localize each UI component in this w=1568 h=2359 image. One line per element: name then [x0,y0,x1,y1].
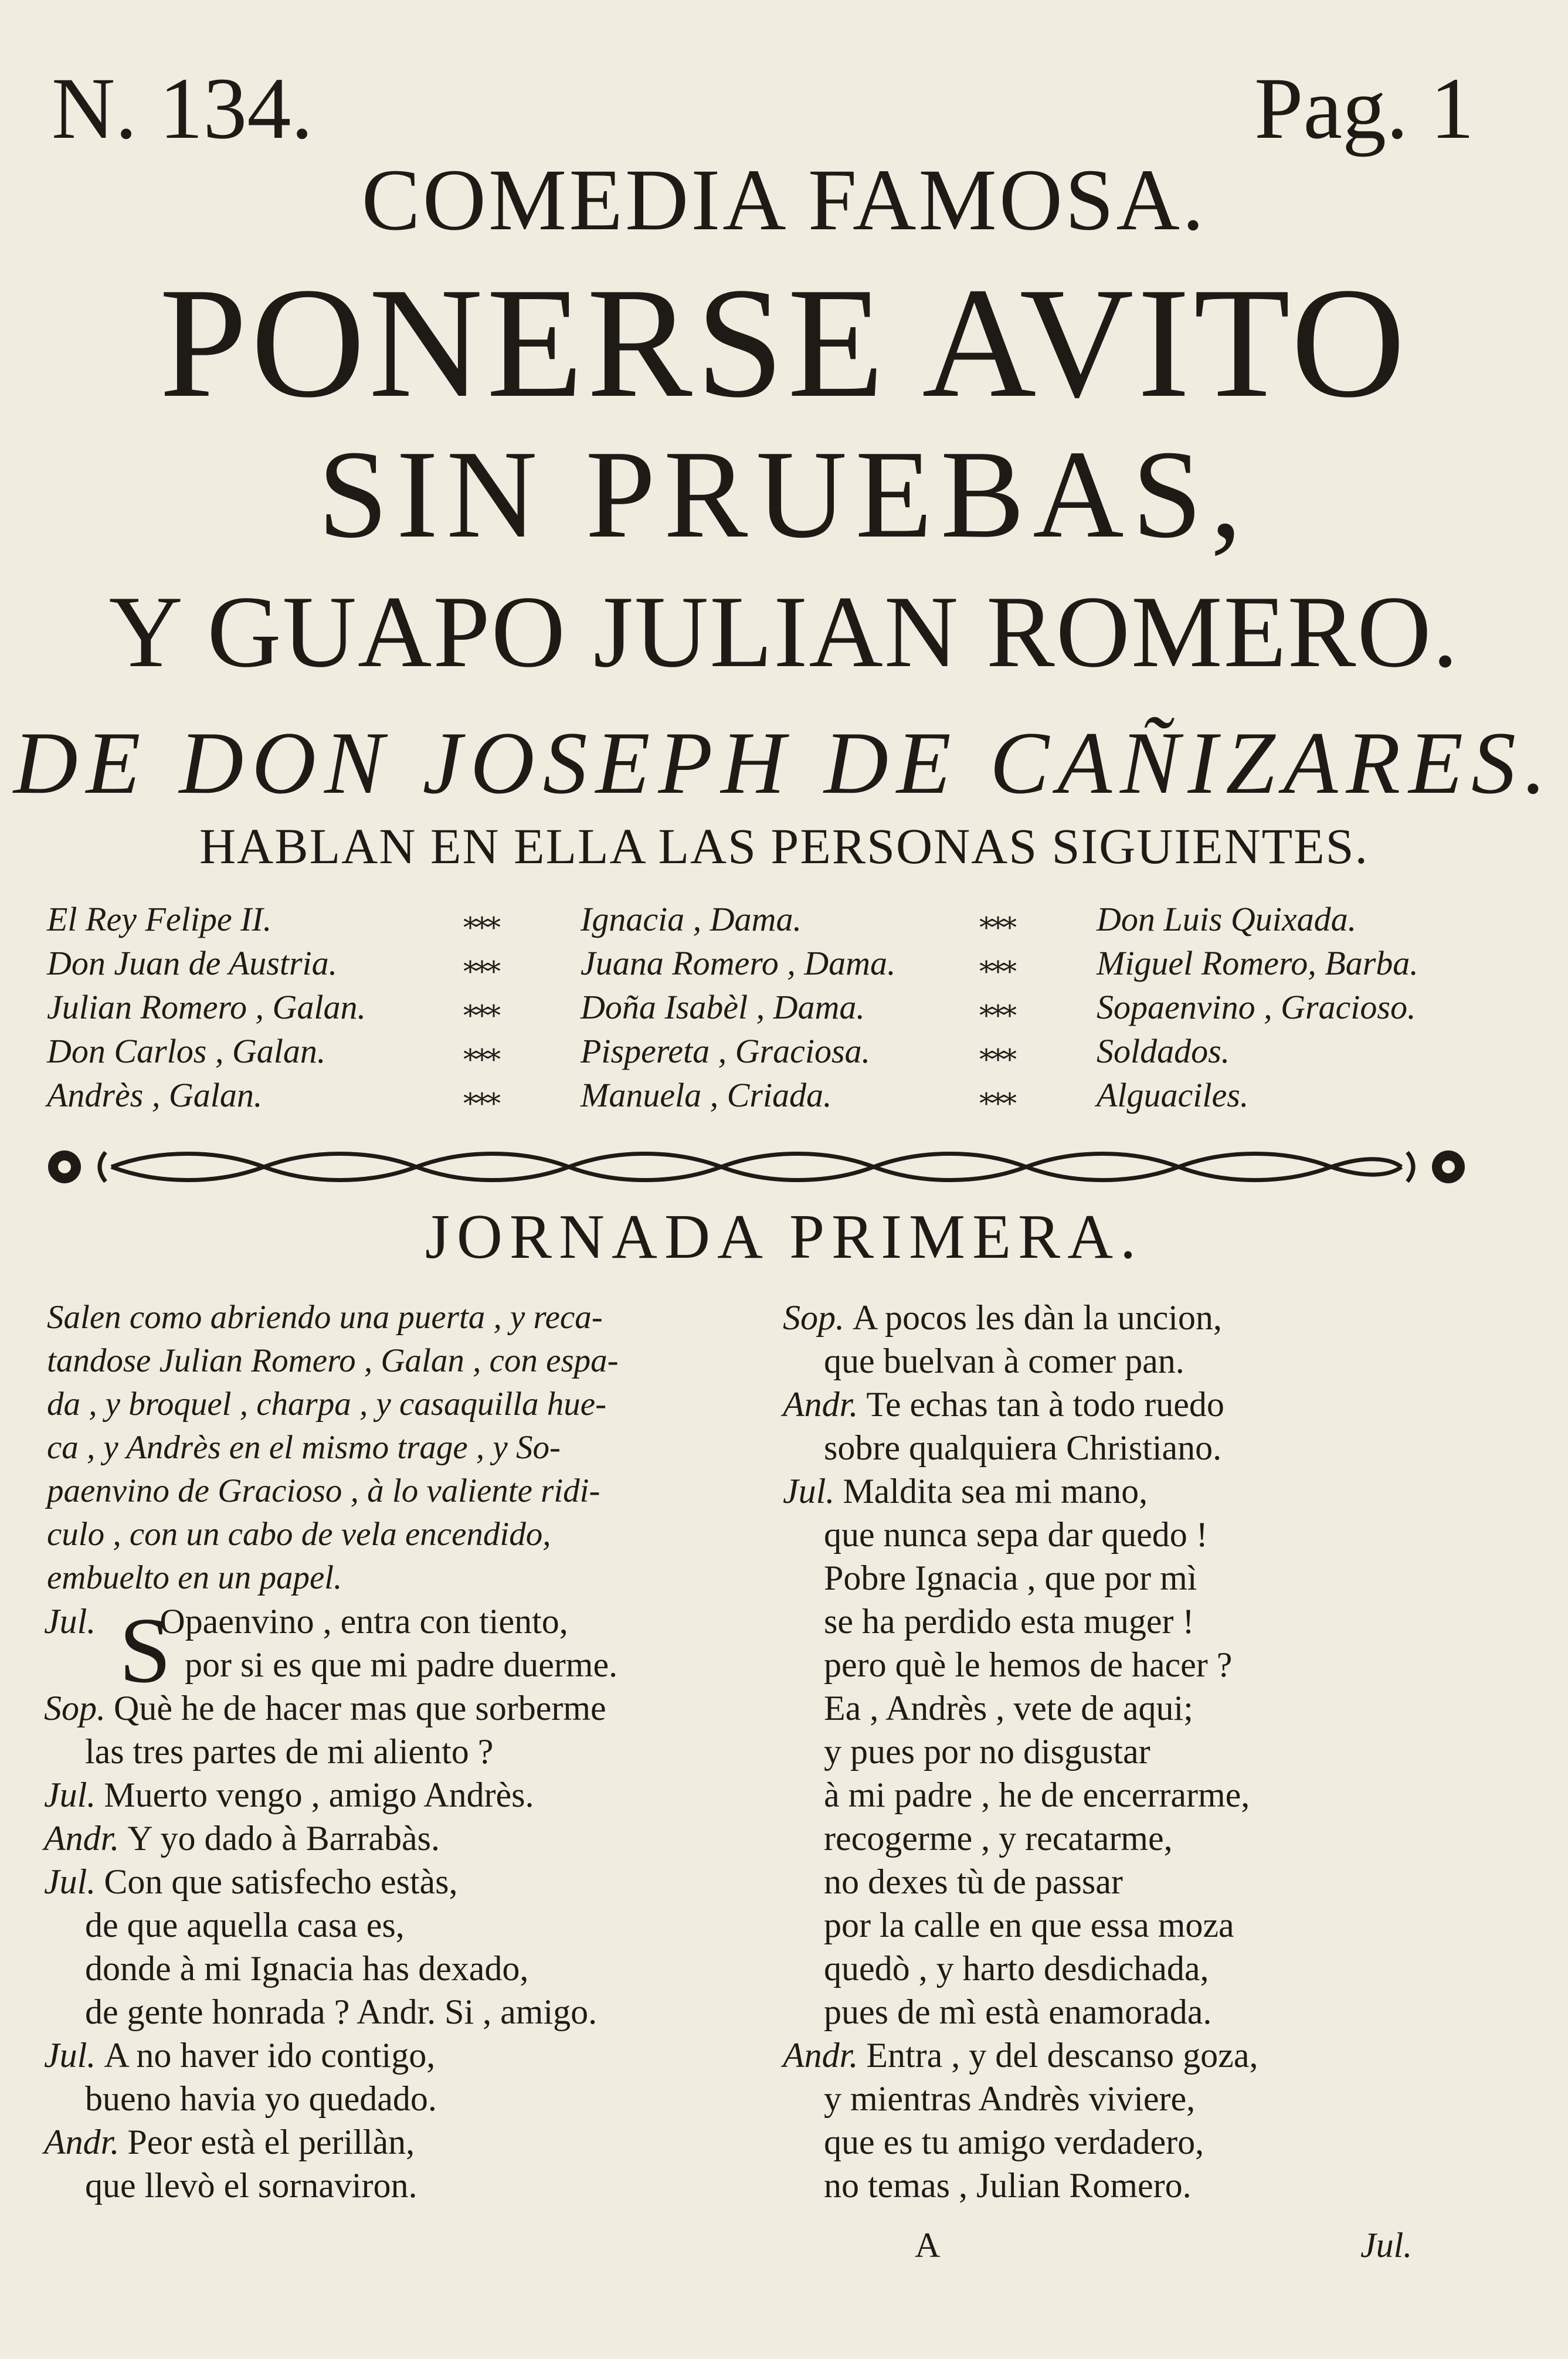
verse-text: Opaenvino , entra con tiento, [159,1602,568,1641]
verse-line [44,1686,754,1730]
verse-text: y mientras Andrès viviere, [824,2079,1196,2118]
cast-entry: Julian Romero , Galan. [47,988,366,1026]
verse-text: no dexes tù de passar [824,1862,1123,1901]
drop-cap: S [119,1598,171,1702]
verse-line [44,2077,754,2120]
verse-text: no temas , Julian Romero. [824,2166,1192,2205]
cast-entry: Pispereta , Graciosa. [581,1032,871,1070]
verse-text: que es tu amigo verdadero, [824,2123,1204,2161]
speaker-label: Jul. [44,1862,96,1901]
speaker-label: Andr. [783,1385,858,1424]
verse-line [783,1339,1504,1383]
verse-line [783,1860,1504,1903]
title-line-1: PONERSE AVITO [159,255,1409,430]
speaker-label: Andr. [44,2123,120,2161]
verse-line [783,1513,1504,1556]
asterism-icon: ⁎⁎⁎ [979,992,1014,1023]
verse-line [783,1817,1504,1860]
comedia-famosa-heading: COMEDIA FAMOSA. [361,151,1207,249]
verse-line [783,1383,1504,1426]
verse-text: A pocos les dàn la uncion, [853,1298,1222,1337]
verse-text: que nunca sepa dar quedo ! [824,1515,1208,1554]
verse-line [44,2164,754,2207]
verse-text: bueno havia yo quedado. [85,2079,437,2118]
verse-lines-right [783,1296,1504,2207]
speaker-label: Sop. [44,1689,106,1727]
verse-line [783,1643,1504,1686]
verse-text: Maldita sea mi mano, [843,1472,1148,1511]
speaker-label: Andr. [44,1819,120,1858]
verse-text: se ha perdido esta muger ! [824,1602,1194,1641]
verse-text: Con que satisfecho estàs, [104,1862,458,1901]
verse-text: sobre qualquiera Christiano. [824,1428,1222,1467]
asterism-icon: ⁎⁎⁎ [463,1080,498,1111]
cast-entry: Sopaenvino , Gracioso. [1097,988,1416,1026]
verse-line [44,1730,754,1773]
author-line: DE DON JOSEPH DE CAÑIZARES. [13,714,1555,812]
verse-text: las tres partes de mi aliento ? [85,1732,494,1771]
cast-separator-column-2 [979,897,1014,1117]
verse-line [44,1817,754,1860]
ornamental-rule [41,1141,1472,1193]
title-line-2: SIN PRUEBAS, [318,424,1250,564]
verse-line [44,1990,754,2034]
verse-text: donde à mi Ignacia has dexado, [85,1949,529,1988]
asterism-icon: ⁎⁎⁎ [979,948,1014,979]
verse-text: por la calle en que essa moza [824,1906,1234,1944]
verse-text: Ea , Andrès , vete de aqui; [824,1689,1193,1727]
comedia-number: N. 134. [52,60,313,157]
verse-text: pues de mì està enamorada. [824,1993,1212,2031]
verse-text: de que aquella casa es, [85,1906,405,1944]
speaker-label: Jul. [44,1776,96,1814]
verse-line [783,2164,1504,2207]
verse-line [783,1773,1504,1817]
cast-column-2 [581,897,896,1117]
rosette-icon [1432,1150,1465,1183]
cast-separator-column-1 [463,897,498,1117]
verse-line [44,1860,754,1903]
verse-line [783,1469,1504,1513]
verse-text: pero què le hemos de hacer ? [824,1645,1233,1684]
braided-band-icon [100,1152,1413,1182]
verse-line [783,1556,1504,1600]
verse-text: à mi padre , he de encerrarme, [824,1776,1250,1814]
verse-text: Te echas tan à todo ruedo [866,1385,1224,1424]
verse-line [44,1947,754,1990]
asterism-icon: ⁎⁎⁎ [979,904,1014,935]
asterism-icon: ⁎⁎⁎ [463,948,498,979]
cast-list [41,897,1542,1120]
verse-line [44,1903,754,1947]
verse-line [44,2120,754,2164]
left-text-column [44,1296,754,2207]
asterism-icon: ⁎⁎⁎ [463,992,498,1023]
stage-direction-line: embuelto en un papel. [47,1559,342,1596]
title-line-3: Y GUAPO JULIAN ROMERO. [108,575,1460,688]
cast-column-1 [47,897,366,1117]
verse-text: de gente honrada ? Andr. Si , amigo. [85,1993,598,2031]
verse-line [783,1730,1504,1773]
cast-entry: Doña Isabèl , Dama. [581,988,865,1026]
cast-entry: Juana Romero , Dama. [581,944,896,982]
page-number: Pag. 1 [1254,60,1474,157]
signature-mark: A [915,2226,941,2265]
verse-text: A no haver ido contigo, [104,2036,436,2075]
verse-text: que llevò el sornaviron. [85,2166,418,2205]
stage-direction-line: da , y broquel , charpa , y casaquilla hue- [47,1386,607,1423]
cast-entry: Manuela , Criada. [581,1076,832,1114]
stage-direction-line: paenvino de Gracioso , à lo valiente ridi- [47,1472,600,1509]
asterism-icon: ⁎⁎⁎ [979,1080,1014,1111]
cast-entry: Miguel Romero, Barba. [1097,944,1418,982]
cast-entry: Alguaciles. [1097,1076,1249,1114]
stage-direction-line: ca , y Andrès en el mismo trage , y So- [47,1429,561,1466]
stage-direction-line: culo , con un cabo de vela encendido, [47,1516,551,1553]
verse-text: Pobre Ignacia , que por mì [824,1559,1197,1597]
verse-line [44,2034,754,2077]
rosette-icon [48,1150,81,1183]
speaker-label: Jul. [44,1602,96,1641]
cast-entry: Soldados. [1097,1032,1230,1070]
verse-line [783,2077,1504,2120]
asterism-icon: ⁎⁎⁎ [463,1036,498,1067]
speaker-label: Jul. [783,1472,835,1511]
verse-text: Y yo dado à Barrabàs. [127,1819,440,1858]
asterism-icon: ⁎⁎⁎ [463,904,498,935]
cast-entry: Don Carlos , Galan. [47,1032,326,1070]
cast-entry: El Rey Felipe II. [47,900,272,938]
verse-line [44,1773,754,1817]
verse-line [783,1296,1504,1339]
verse-line [783,1600,1504,1643]
verse-line [783,2034,1504,2077]
speaker-label: Sop. [783,1298,844,1337]
verse-text: quedò , y harto desdichada, [824,1949,1209,1988]
speaker-label: Andr. [783,2036,858,2075]
verse-text: por si es que mi padre duerme. [185,1645,618,1684]
cast-entry: Ignacia , Dama. [581,900,802,938]
stage-direction-line: tandose Julian Romero , Galan , con espa- [47,1342,619,1379]
verse-line [783,1990,1504,2034]
verse-text: recogerme , y recatarme, [824,1819,1173,1858]
verse-line [44,1643,754,1686]
verse-text: Què he de hacer mas que sorberme [114,1689,606,1727]
stage-direction [47,1296,754,1600]
cast-entry: Don Luis Quixada. [1097,900,1357,938]
verse-text: Muerto vengo , amigo Andrès. [104,1776,534,1814]
cast-entry: Don Juan de Austria. [47,944,338,982]
stage-direction-line: Salen como abriendo una puerta , y reca- [47,1299,603,1336]
cast-heading: HABLAN EN ELLA LAS PERSONAS SIGUIENTES. [199,818,1369,874]
cast-column-3 [1097,897,1418,1117]
verse-text: y pues por no disgustar [824,1732,1150,1771]
verse-text: Peor està el perillàn, [127,2123,415,2161]
verse-text: que buelvan à comer pan. [824,1342,1185,1380]
cast-entry: Andrès , Galan. [47,1076,263,1114]
asterism-icon: ⁎⁎⁎ [979,1036,1014,1067]
verse-lines-left [44,1600,754,2207]
verse-text: Entra , y del descanso goza, [866,2036,1258,2075]
verse-line [783,2120,1504,2164]
speaker-label: Jul. [44,2036,96,2075]
verse-line [783,1426,1504,1469]
act-heading: JORNADA PRIMERA. [425,1202,1143,1272]
catchword: Jul. [1360,2226,1413,2265]
verse-line [783,1686,1504,1730]
verse-line [783,1903,1504,1947]
right-text-column [783,1296,1504,2207]
verse-line [783,1947,1504,1990]
